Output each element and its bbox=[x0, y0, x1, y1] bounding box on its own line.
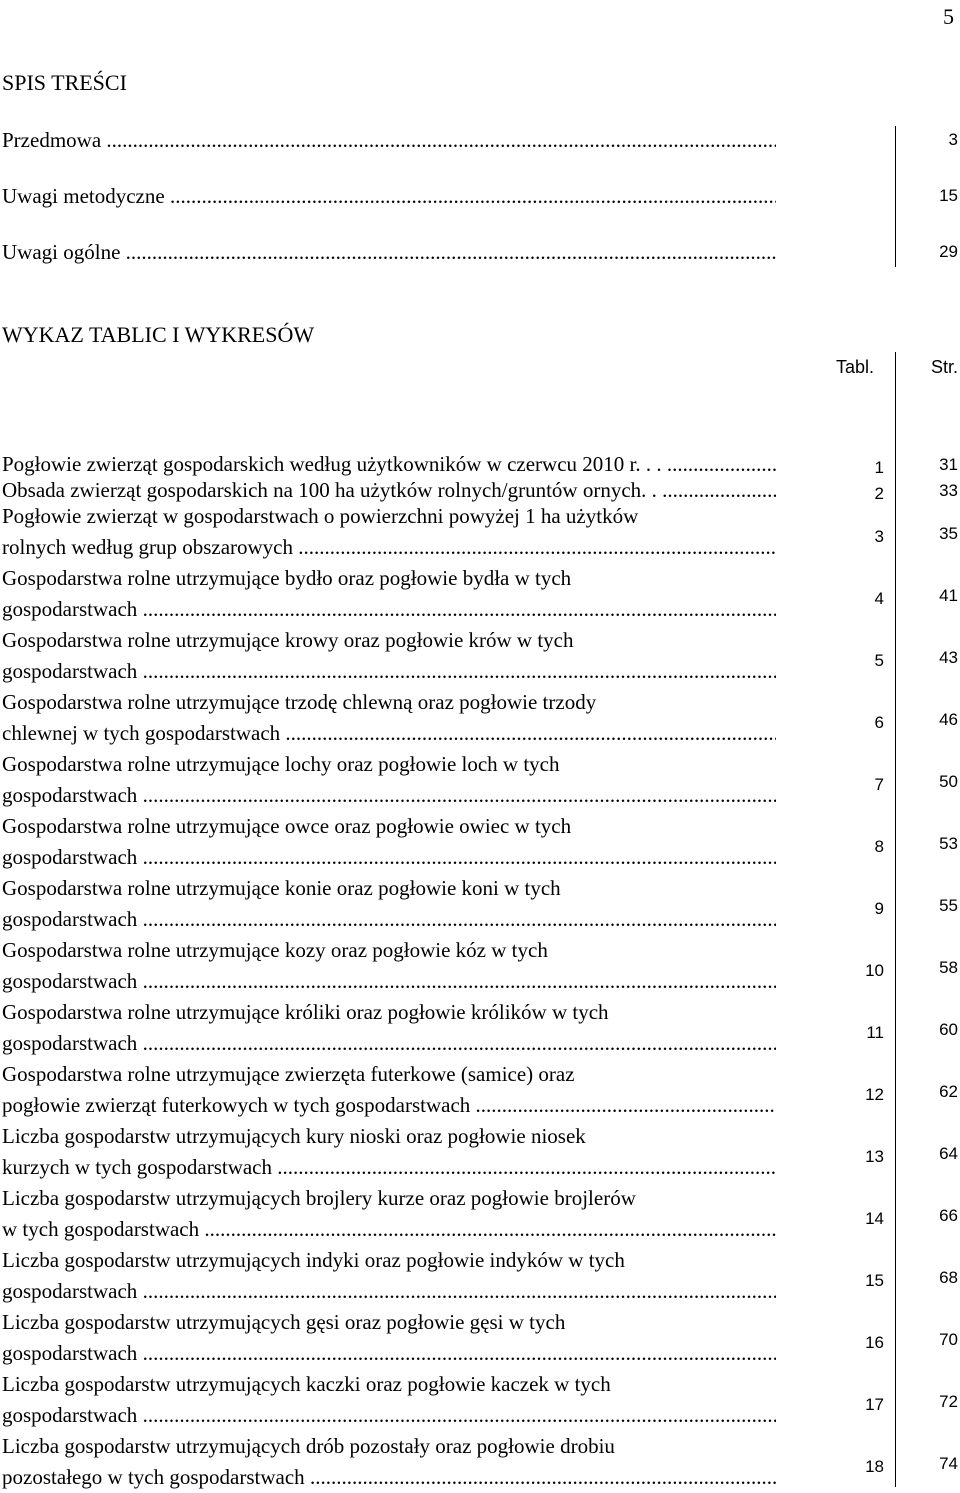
table-entry-title-cont[interactable]: gospodarstwach ..... bbox=[2, 907, 776, 931]
table-number: 6 bbox=[874, 713, 884, 732]
table-number: 9 bbox=[874, 899, 884, 918]
table-number: 18 bbox=[865, 1457, 884, 1476]
table-entry-title-cont[interactable]: chlewnej w tych gospodarstwach ..... bbox=[2, 721, 776, 745]
table-number: 1 bbox=[874, 458, 884, 477]
table-page: 70 bbox=[939, 1330, 958, 1349]
table-number: 4 bbox=[874, 589, 884, 608]
table-number: 14 bbox=[865, 1209, 884, 1228]
table-entry-title-cont[interactable]: pozostałego w tych gospodarstwach ..... bbox=[2, 1465, 776, 1489]
table-number: 17 bbox=[865, 1395, 884, 1414]
contents-item[interactable]: Przedmowa ..... bbox=[2, 128, 776, 152]
table-number: 5 bbox=[874, 651, 884, 670]
table-entry-title-cont[interactable]: rolnych według grup obszarowych ..... bbox=[2, 535, 776, 559]
tables-divider bbox=[895, 352, 896, 1487]
table-number: 15 bbox=[865, 1271, 884, 1290]
table-page: 66 bbox=[939, 1206, 958, 1225]
table-page: 60 bbox=[939, 1020, 958, 1039]
table-entry-title[interactable]: Pogłowie zwierząt gospodarskich według użytkowników w czerwcu 2010 r. . . ..... bbox=[2, 452, 776, 476]
table-entry-title[interactable]: Liczba gospodarstw utrzymujących brojlery kurze oraz pogłowie brojlerów bbox=[2, 1186, 636, 1210]
table-page: 58 bbox=[939, 958, 958, 977]
contents-item[interactable]: Uwagi metodyczne ..... bbox=[2, 184, 776, 208]
table-entry-title-cont[interactable]: gospodarstwach ..... bbox=[2, 783, 776, 807]
table-entry-title-cont[interactable]: gospodarstwach ..... bbox=[2, 597, 776, 621]
table-page: 64 bbox=[939, 1144, 958, 1163]
table-number: 8 bbox=[874, 837, 884, 856]
table-number: 3 bbox=[874, 527, 884, 546]
table-entry-title-cont[interactable]: gospodarstwach ..... bbox=[2, 1031, 776, 1055]
column-header-tabl: Tabl. bbox=[836, 357, 875, 377]
table-number: 11 bbox=[866, 1023, 884, 1042]
table-entry-title[interactable]: Gospodarstwa rolne utrzymujące bydło oraz pogłowie bydła w tych bbox=[2, 566, 572, 590]
table-page: 35 bbox=[939, 524, 958, 543]
table-entry-title-cont[interactable]: pogłowie zwierząt futerkowych w tych gospodarstwach ..... bbox=[2, 1093, 776, 1117]
table-page: 62 bbox=[939, 1082, 958, 1101]
contents-item[interactable]: Uwagi ogólne ..... bbox=[2, 240, 776, 264]
table-entry-title[interactable]: Liczba gospodarstw utrzymujących drób pozostały oraz pogłowie drobiu bbox=[2, 1434, 615, 1458]
table-number: 10 bbox=[865, 961, 884, 980]
contents-item-page: 3 bbox=[948, 130, 958, 149]
table-entry-title-cont[interactable]: gospodarstwach ..... bbox=[2, 845, 776, 869]
table-page: 41 bbox=[939, 586, 958, 605]
table-entry-title[interactable]: Liczba gospodarstw utrzymujących indyki oraz pogłowie indyków w tych bbox=[2, 1248, 625, 1272]
table-number: 2 bbox=[874, 484, 884, 503]
table-entry-title[interactable]: Gospodarstwa rolne utrzymujące króliki oraz pogłowie królików w tych bbox=[2, 1000, 609, 1024]
table-entry-title[interactable]: Gospodarstwa rolne utrzymujące lochy oraz pogłowie loch w tych bbox=[2, 752, 560, 776]
table-entry-title[interactable]: Gospodarstwa rolne utrzymujące owce oraz pogłowie owiec w tych bbox=[2, 814, 572, 838]
table-entry-title-cont[interactable]: gospodarstwach ..... bbox=[2, 659, 776, 683]
table-number: 16 bbox=[865, 1333, 884, 1352]
tables-title: WYKAZ TABLIC I WYKRESÓW bbox=[2, 322, 315, 347]
table-page: 31 bbox=[939, 455, 958, 474]
table-entry-title-cont[interactable]: w tych gospodarstwach ..... bbox=[2, 1217, 776, 1241]
contents-item-page: 29 bbox=[939, 242, 958, 261]
table-entry-title-cont[interactable]: gospodarstwach ..... bbox=[2, 969, 776, 993]
table-page: 53 bbox=[939, 834, 958, 853]
table-page: 50 bbox=[939, 772, 958, 791]
table-entry-title-cont[interactable]: gospodarstwach ..... bbox=[2, 1279, 776, 1303]
contents-item-page: 15 bbox=[939, 186, 958, 205]
table-entry-title[interactable]: Pogłowie zwierząt w gospodarstwach o powierzchni powyżej 1 ha użytków bbox=[2, 504, 639, 528]
table-entry-title-cont[interactable]: gospodarstwach ..... bbox=[2, 1341, 776, 1365]
table-entry-title[interactable]: Liczba gospodarstw utrzymujących gęsi oraz pogłowie gęsi w tych bbox=[2, 1310, 566, 1334]
table-entry-title[interactable]: Liczba gospodarstw utrzymujących kaczki oraz pogłowie kaczek w tych bbox=[2, 1372, 611, 1396]
table-entry-title[interactable]: Gospodarstwa rolne utrzymujące konie oraz pogłowie koni w tych bbox=[2, 876, 561, 900]
table-page: 55 bbox=[939, 896, 958, 915]
table-number: 12 bbox=[865, 1085, 884, 1104]
table-page: 74 bbox=[939, 1454, 958, 1473]
table-page: 43 bbox=[939, 648, 958, 667]
contents-title: SPIS TREŚCI bbox=[2, 70, 127, 95]
table-entry-title-cont[interactable]: gospodarstwach ..... bbox=[2, 1403, 776, 1427]
table-entry-title[interactable]: Obsada zwierząt gospodarskich na 100 ha użytków rolnych/gruntów ornych. . ..... bbox=[2, 478, 776, 502]
table-entry-title[interactable]: Liczba gospodarstw utrzymujących kury nioski oraz pogłowie niosek bbox=[2, 1124, 586, 1148]
contents-divider bbox=[895, 126, 896, 267]
table-entry-title[interactable]: Gospodarstwa rolne utrzymujące kozy oraz pogłowie kóz w tych bbox=[2, 938, 548, 962]
table-entry-title[interactable]: Gospodarstwa rolne utrzymujące zwierzęta futerkowe (samice) oraz bbox=[2, 1062, 575, 1086]
table-number: 7 bbox=[874, 775, 884, 794]
table-entry-title[interactable]: Gospodarstwa rolne utrzymujące trzodę chlewną oraz pogłowie trzody bbox=[2, 690, 597, 714]
column-header-str: Str. bbox=[930, 357, 958, 377]
table-page: 72 bbox=[939, 1392, 958, 1411]
table-page: 33 bbox=[939, 481, 958, 500]
table-number: 13 bbox=[865, 1147, 884, 1166]
table-page: 68 bbox=[939, 1268, 958, 1287]
page-number: 5 bbox=[943, 4, 954, 29]
table-entry-title-cont[interactable]: kurzych w tych gospodarstwach ..... bbox=[2, 1155, 776, 1179]
table-page: 46 bbox=[939, 710, 958, 729]
table-entry-title[interactable]: Gospodarstwa rolne utrzymujące krowy oraz pogłowie krów w tych bbox=[2, 628, 574, 652]
